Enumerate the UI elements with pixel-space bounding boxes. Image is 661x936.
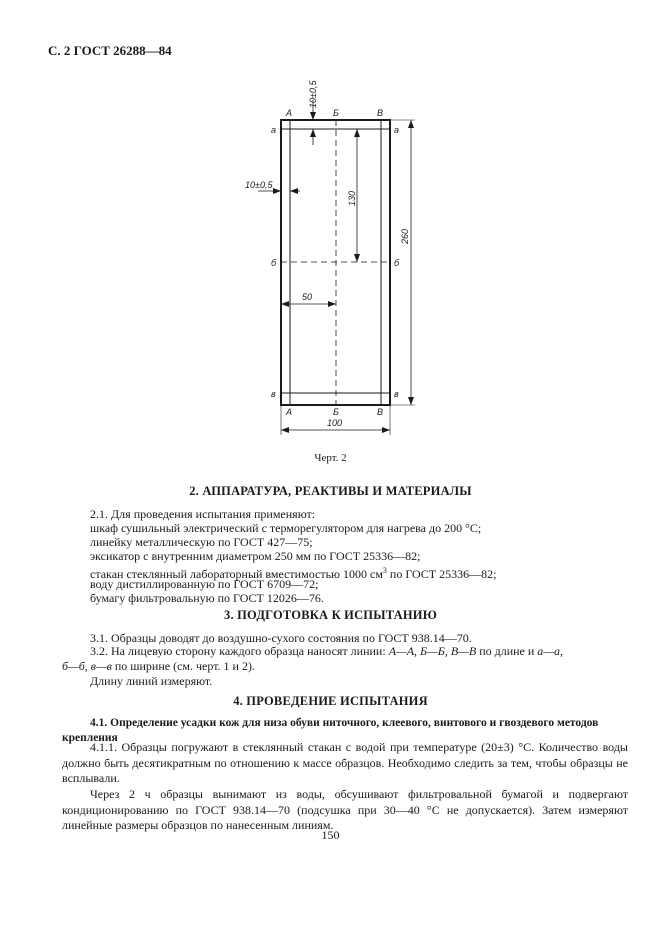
label-right-a: а (394, 125, 400, 135)
page-header: С. 2 ГОСТ 26288—84 (48, 43, 172, 58)
dim-side-margin: 10±0,5 (245, 180, 273, 190)
list-item: бумагу фильтровальную по ГОСТ 12026—76. (90, 591, 324, 605)
label-top-V: В (377, 108, 384, 118)
label-left-a: а (271, 125, 277, 135)
label-left-v: в (271, 389, 276, 399)
drawing-specimen (0, 0, 661, 450)
section-3-p2-cont (62, 659, 255, 674)
section-4-p1: 4.1.1. Образцы погружают в стеклянный стакан с водой при температуре (20±3) °С. Количество воды должно быть десятикратным по отношению к массе образцов. Необходимо следить за тем, чтобы образцы не всплывали. (62, 740, 628, 785)
label-left-b: б (271, 258, 277, 268)
dim-total-width: 100 (327, 418, 343, 428)
section-4-heading: 4. ПРОВЕДЕНИЕ ИСПЫТАНИЯ (233, 694, 428, 708)
label-bottom-A: А (286, 407, 293, 417)
figure-caption: Черт. 2 (314, 452, 347, 464)
section-4-p2: Через 2 ч образцы вынимают из воды, обсушивают фильтровальной бумагой и подвергают кондиционированию по ГОСТ 938.14—70 (подсушка при 30—40 °С не допускается). Затем измеряют линейные размеры образцов по нанесенным линиям. (62, 787, 628, 832)
page-number: 150 (321, 828, 340, 842)
section-2-heading: 2. АППАРАТУРА, РЕАКТИВЫ И МАТЕРИАЛЫ (189, 484, 472, 498)
dim-half-width: 50 (302, 292, 313, 302)
superscript: 3 (382, 566, 387, 575)
section-3-p1: 3.1. Образцы доводят до воздушно-сухого состояния по ГОСТ 938.14—70. (90, 631, 472, 645)
list-item: линейку металлическую по ГОСТ 427—75; (90, 535, 313, 549)
text-span: по ширине (см. черт. 1 и 2). (111, 659, 255, 673)
label-right-b: б (394, 258, 400, 268)
dim-inner-height: 130 (347, 190, 357, 206)
section-3-p3: Длину линий измеряют. (90, 674, 213, 688)
text-span: 3.2. На лицевую сторону каждого образца наносят линии: (90, 644, 389, 658)
specimen-outline (281, 120, 390, 405)
label-top-A: А (286, 108, 293, 118)
label-top-B: Б (333, 108, 339, 118)
dim-total-height: 260 (400, 228, 410, 244)
section-3-heading: 3. ПОДГОТОВКА К ИСПЫТАНИЮ (224, 608, 437, 622)
section-4-subheading: 4.1. Определение усадки кож для низа обуви ниточного, клеевого, винтового и гвоздевого методов крепления (62, 717, 599, 744)
italic-span: А—А, Б—Б, В—В (388, 644, 477, 658)
list-item-tail: по ГОСТ 25336—82; (386, 567, 497, 581)
italic-span: б—б, в—в (62, 659, 112, 673)
list-item: шкаф сушильный электрический с терморегулятором для нагрева до 200 °С; (90, 521, 482, 535)
list-item-text: стакан стеклянный лабораторный вместимостью 1000 см (90, 567, 383, 581)
list-item: воду дистиллированную по ГОСТ 6709—72; (90, 577, 319, 591)
section-2-intro: 2.1. Для проведения испытания применяют: (90, 507, 316, 521)
label-bottom-V: В (377, 407, 384, 417)
section-3-p2 (90, 644, 656, 660)
italic-span: а—а, (537, 644, 563, 658)
label-right-v: в (394, 389, 399, 399)
label-bottom-B: Б (333, 407, 339, 417)
list-item: эксикатор с внутренним диаметром 250 мм по ГОСТ 25336—82; (90, 549, 421, 563)
dim-top-margin: 10±0,5 (308, 80, 318, 108)
text-span: по длине и (476, 644, 538, 658)
